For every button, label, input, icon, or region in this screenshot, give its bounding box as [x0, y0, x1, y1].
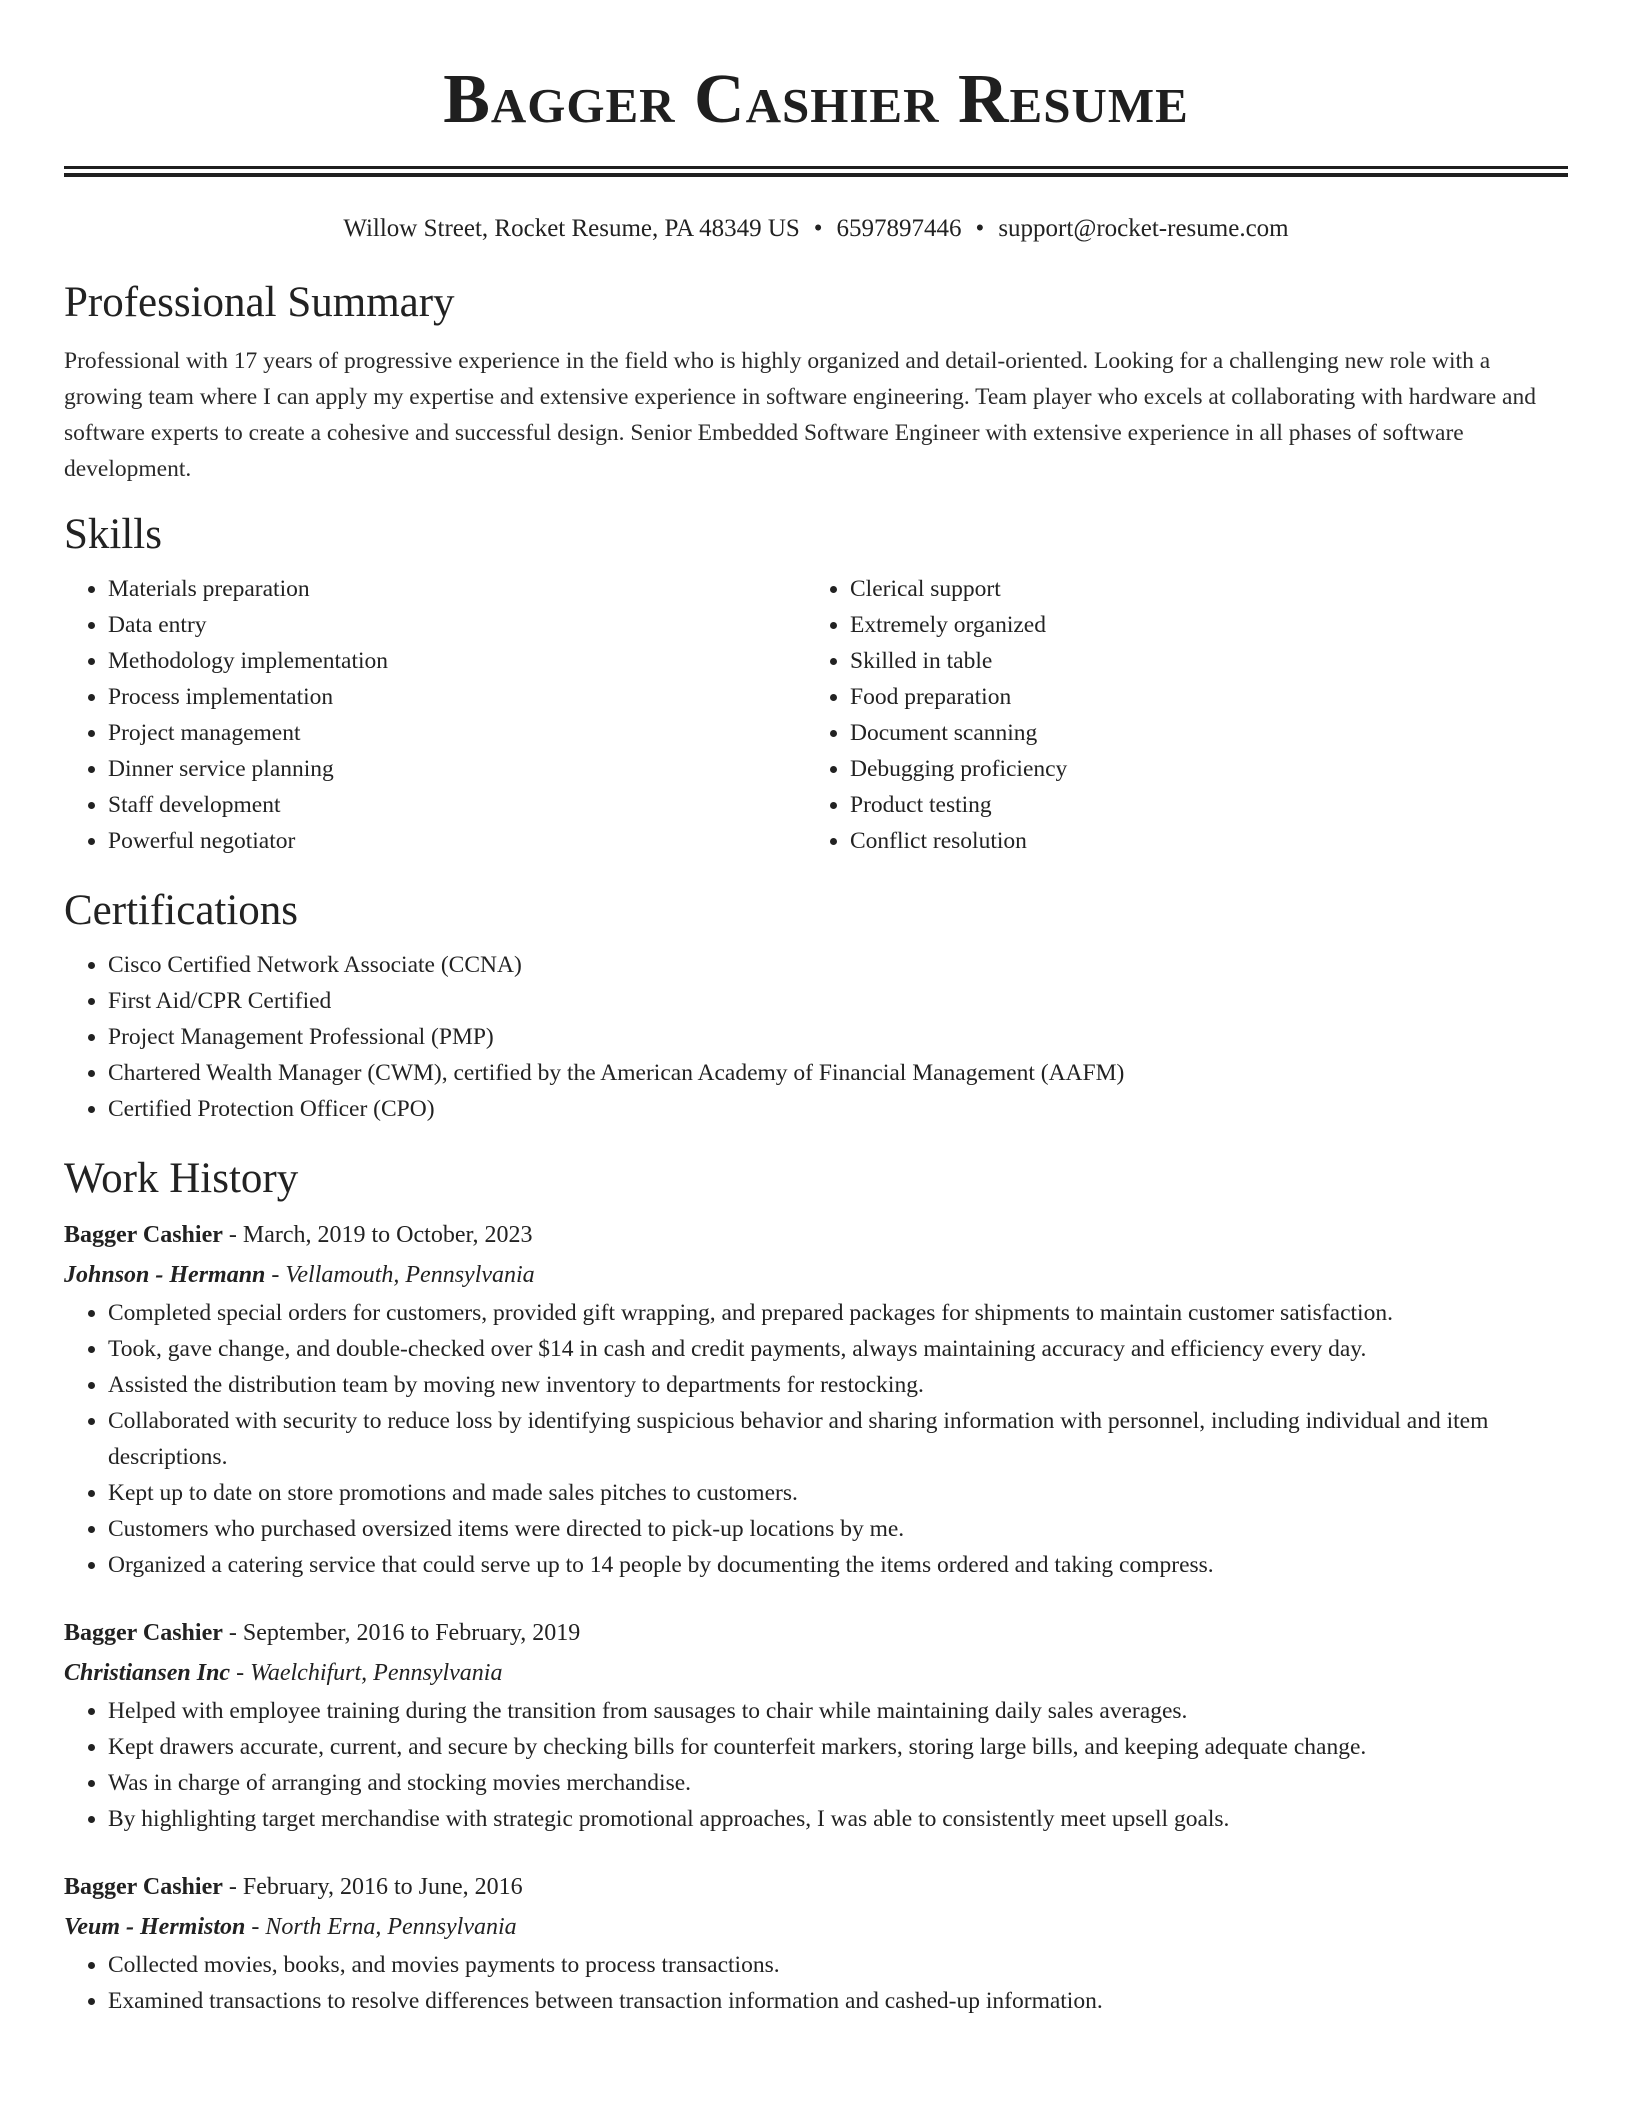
skill-item: • Extremely organized [850, 607, 1548, 643]
skill-item: • Project management [108, 715, 806, 751]
contact-address: Willow Street, Rocket Resume, PA 48349 US [343, 215, 800, 242]
skill-item: • Document scanning [850, 715, 1548, 751]
job-company: Christiansen Inc [64, 1660, 231, 1686]
job-dates: - March, 2019 to October, 2023 [222, 1222, 533, 1248]
section-heading-summary: Professional Summary [64, 279, 455, 326]
job-company: Johnson - Hermann [64, 1262, 266, 1288]
job-bullet: • Completed special orders for customers, provided gift wrapping, and prepared packages for shipments to maintain customer satisfaction. [108, 1295, 1568, 1331]
skill-item: • Staff development [108, 787, 806, 823]
skill-item: • Food preparation [850, 679, 1548, 715]
skills-column-left [64, 571, 806, 859]
contact-line [64, 213, 1568, 245]
certification-item: • First Aid/CPR Certified [108, 983, 1568, 1019]
job-bullet: • Examined transactions to resolve differences between transaction information and cashed-up information. [108, 1983, 1568, 2019]
certification-item: • Chartered Wealth Manager (CWM), certified by the American Academy of Financial Management (AAFM) [108, 1055, 1568, 1091]
job-entry [64, 1613, 1568, 1837]
certifications-list [64, 947, 1568, 1127]
job-bullet: • By highlighting target merchandise with strategic promotional approaches, I was able to consistently meet upsell goals. [108, 1801, 1568, 1837]
skill-item: • Dinner service planning [108, 751, 806, 787]
contact-email: support@rocket-resume.com [998, 215, 1289, 242]
section-heading-certifications: Certifications [64, 887, 299, 934]
job-location: - North Erna, Pennsylvania [245, 1914, 517, 1940]
contact-separator: • [975, 215, 985, 242]
skills-column-right [806, 571, 1548, 859]
job-dates: - September, 2016 to February, 2019 [222, 1620, 581, 1646]
job-bullet: • Helped with employee training during the transition from sausages to chair while maintaining daily sales averages. [108, 1693, 1568, 1729]
job-header [64, 1867, 1568, 1907]
skill-item: • Clerical support [850, 571, 1548, 607]
job-bullet: • Assisted the distribution team by moving new inventory to departments for restocking. [108, 1367, 1568, 1403]
certification-item: • Cisco Certified Network Associate (CCNA) [108, 947, 1568, 983]
resume-title: Bagger Cashier Resume [443, 61, 1189, 138]
skill-item: • Debugging proficiency [850, 751, 1548, 787]
job-bullet: • Customers who purchased oversized items were directed to pick-up locations by me. [108, 1511, 1568, 1547]
skill-item: • Conflict resolution [850, 823, 1548, 859]
skill-item: • Powerful negotiator [108, 823, 806, 859]
job-bullet: • Collaborated with security to reduce loss by identifying suspicious behavior and sharing information with personnel, including individual and item descriptions. [108, 1403, 1568, 1475]
job-company: Veum - Hermiston [64, 1914, 246, 1940]
job-role: Bagger Cashier [64, 1222, 223, 1248]
job-location: - Waelchifurt, Pennsylvania [230, 1660, 503, 1686]
skill-item: • Data entry [108, 607, 806, 643]
skill-item: • Methodology implementation [108, 643, 806, 679]
job-bullet: • Took, gave change, and double-checked over $14 in cash and credit payments, always maintaining accuracy and efficiency every day. [108, 1331, 1568, 1367]
skills-grid [64, 571, 1568, 859]
skill-item: • Materials preparation [108, 571, 806, 607]
section-heading-work-history: Work History [64, 1155, 299, 1202]
skill-item: • Process implementation [108, 679, 806, 715]
certification-item: • Project Management Professional (PMP) [108, 1019, 1568, 1055]
job-bullet: • Was in charge of arranging and stocking movies merchandise. [108, 1765, 1568, 1801]
job-bullet: • Kept up to date on store promotions and made sales pitches to customers. [108, 1475, 1568, 1511]
job-employer-line [64, 1907, 1568, 1947]
resume-page [64, 0, 1568, 2019]
title-double-rule [64, 166, 1568, 177]
summary-text: Professional with 17 years of progressive experience in the field who is highly organized and detail-oriented. Looking for a challenging new role with a growing team where I can apply my expertise and extensive experience in software engineering. Team player who excels at collaborating with hardware and software experts to create a cohesive and successful design. Senior Embedded Software Engineer with extensive experience in all phases of software development. [64, 348, 1536, 482]
job-entry [64, 1867, 1568, 2019]
job-bullets [64, 1295, 1568, 1583]
job-role: Bagger Cashier [64, 1874, 223, 1900]
job-header [64, 1613, 1568, 1653]
skill-item: • Skilled in table [850, 643, 1548, 679]
job-entry [64, 1215, 1568, 1583]
job-role: Bagger Cashier [64, 1620, 223, 1646]
job-bullet: • Organized a catering service that could serve up to 14 people by documenting the items ordered and taking compress. [108, 1547, 1568, 1583]
job-employer-line [64, 1255, 1568, 1295]
job-dates: - February, 2016 to June, 2016 [222, 1874, 523, 1900]
job-bullet: • Collected movies, books, and movies payments to process transactions. [108, 1947, 1568, 1983]
contact-separator: • [813, 215, 823, 242]
job-employer-line [64, 1653, 1568, 1693]
skill-item: • Product testing [850, 787, 1548, 823]
skills-list-right [806, 571, 1548, 859]
job-bullets [64, 1693, 1568, 1837]
certification-item: • Certified Protection Officer (CPO) [108, 1091, 1568, 1127]
job-bullets [64, 1947, 1568, 2019]
skills-list-left [64, 571, 806, 859]
job-location: - Vellamouth, Pennsylvania [265, 1262, 535, 1288]
section-heading-skills: Skills [64, 511, 162, 558]
job-bullet: • Kept drawers accurate, current, and secure by checking bills for counterfeit markers, storing large bills, and keeping adequate change. [108, 1729, 1568, 1765]
job-header [64, 1215, 1568, 1255]
contact-phone: 6597897446 [836, 215, 962, 242]
